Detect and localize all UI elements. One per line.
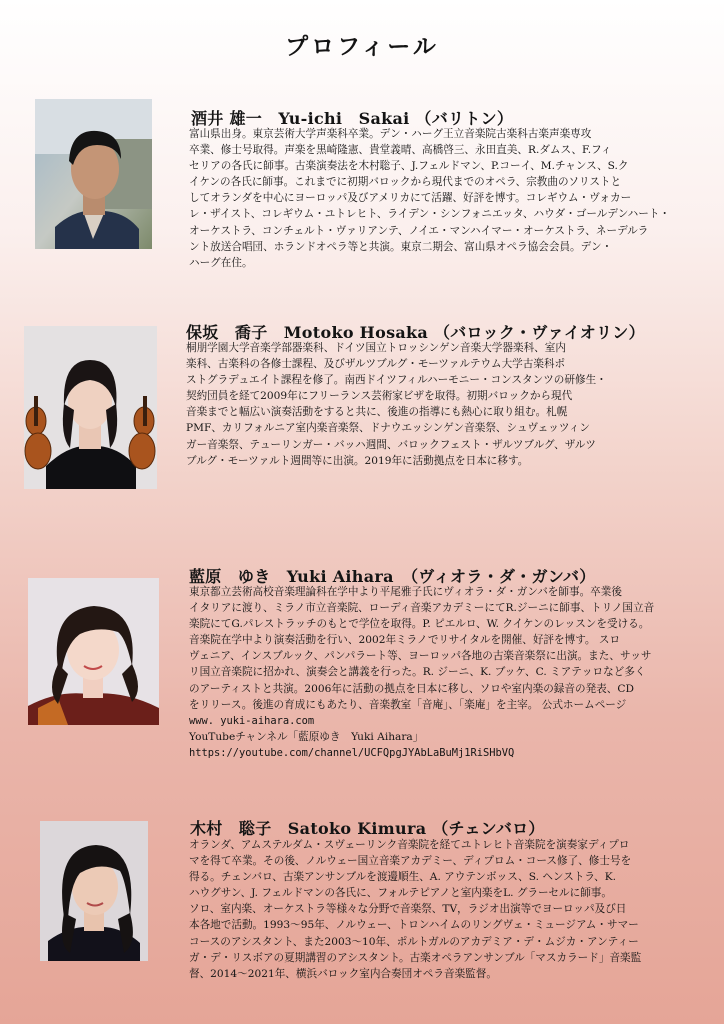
bio-line: マを得て卒業。その後、ノルウェー国立音楽アカデミー、ディプロム・コース修了、修士号を [189, 855, 632, 868]
bio-line: レ・ザイスト、コレギウム・ユトレヒト、ライデン・シンフォニエッタ、ハウダ・ゴールデンハート・ [189, 208, 671, 221]
bio-line: 桐朋学園大学音楽学部器楽科、ドイツ国立トロッシンゲン音楽大学器楽科、室内 [186, 342, 566, 354]
portrait-photo-kimura [40, 821, 148, 961]
bio-line: ガ・デ・リスボアの夏期講習のアシスタント。古楽オペラアンサンブル「マスカラード」音楽監 [189, 951, 642, 964]
performer-bio [189, 837, 641, 982]
performer-name: 藍原 ゆき Yuki Aihara （ヴィオラ・ダ・ガンバ） [189, 567, 596, 586]
bio-line: イタリアに渡り、ミラノ市立音楽院、ローディ音楽アカデミーにてR.ジーニに師事、トリノ国立音 [189, 602, 655, 615]
bio-line: ハーグ在住。 [189, 256, 253, 269]
website-url[interactable]: www. yuki-aihara.com [189, 714, 315, 727]
bio-line: 卒業、修士号取得。声楽を黒崎隆憲、貴堂義晴、高橋啓三、永田直美、R.ダムス、F.フィ [189, 144, 612, 157]
bio-line: ブルグ・モーツァルト週間等に出演。2019年に活動拠点を日本に移す。 [186, 454, 529, 467]
bio-line: 本各地で活動。1993～95年、ノルウェー、トロンハイムのリングヴェ・ミュージアム・サマー [189, 919, 639, 932]
performer-bio [186, 340, 607, 469]
bio-line: ント放送合唱団、ホランドオペラ等と共演。東京二期会、富山県オペラ協会会員。デン・ [189, 240, 613, 253]
bio-line: 楽科、古楽科の各修士課程、及びザルツブルグ・モーツァルテウム大学古楽科ポ [186, 358, 566, 371]
bio-line: ストグラデュエイト課程を修了。南西ドイツフィルハーモニー・コンスタンツの研修生・ [186, 374, 607, 387]
bio-line: ハウグサン、J. フェルドマンの各氏に、フォルテピアノと室内楽をL. グラーセルに師事。 [189, 887, 612, 900]
performer-name: 木村 聡子 Satoko Kimura （チェンバロ） [190, 819, 545, 838]
bio-line: してオランダを中心にヨーロッパ及びアメリカにて活躍、好評を博す。コレギウム・ヴォカー [189, 192, 632, 205]
bio-line: ソロ、室内楽、オーケストラ等様々な分野で音楽祭、TV，ラジオ出演等でヨーロッパ及び日 [189, 903, 627, 916]
bio-line: 音楽までと幅広い演奏活動をすると共に、後進の指導にも熱心に取り組む。札幌 [186, 406, 568, 419]
bio-line: のアーティストと共演。2006年に活動の拠点を日本に移し、ソロや室内楽の録音の発表、CD [189, 682, 634, 695]
bio-line: PMF、カリフォルニア室内楽音楽祭、ドナウエッシンゲン音楽祭、シュヴェッツィン [186, 422, 590, 435]
bio-line: セリアの各氏に師事。古楽演奏法を木村聡子、J.フェルドマン、P.コーイ、M.チャンス、S.ク [189, 160, 629, 173]
bio-line: リ国立音楽院に招かれ、演奏会と講義を行った。R. ジーニ、K. ブッケ、C. ミアテッロなど多く [189, 666, 646, 679]
bio-line: オーケストラ、コンチェルト・ヴァリアンテ、ノイエ・マンハイマー・オーケストラ、ネーデルラ [189, 224, 649, 237]
bio-line: コースのアシスタント、また2003～10年、ポルトガルのアカデミア・デ・ムジカ・アンティー [189, 935, 639, 948]
portrait-photo-hosaka [24, 326, 157, 489]
page-title: プロフィール [285, 34, 439, 60]
performer-name: 保坂 喬子 Motoko Hosaka （バロック・ヴァイオリン） [186, 323, 645, 342]
portrait-photo-aihara [28, 578, 159, 725]
bio-line: オランダ、アムステルダム・スヴェーリンク音楽院を経てユトレヒト音楽院を演奏家ディプロ [189, 839, 630, 851]
bio-line: をリリース。後進の育成にもあたり、音楽教室「音庵」、「楽庵」を主宰。 公式ホームページ [189, 698, 627, 711]
bio-line: イケンの各氏に師事。これまでに初期バロックから現代までのオペラ、宗教曲のソリストと [189, 176, 622, 189]
bio-line: 督、2014～2021年、横浜バロック室内合奏団オペラ音楽監督。 [189, 967, 497, 980]
youtube-channel-url[interactable]: https://youtube.com/channel/UCFQpgJYAbLaBuMj1RiSHbVQ [189, 746, 515, 759]
performer-name: 酒井 雄一 Yu-ichi Sakai （バリトン） [191, 109, 514, 128]
youtube-channel-label: YouTubeチャンネル「藍原ゆき Yuki Aihara」 [189, 730, 424, 743]
portrait-photo-sakai [35, 99, 152, 249]
bio-line: 音楽院在学中より演奏活動を行い、2002年ミラノでリサイタルを開催、好評を博す。 スロ [189, 634, 621, 647]
performer-bio [189, 126, 670, 271]
bio-line: 富山県出身。東京芸術大学声楽科卒業。デン・ハーグ王立音楽院古楽科古楽声楽専攻 [189, 128, 592, 140]
performer-bio [189, 584, 654, 761]
bio-line: 得る。チェンバロ、古楽アンサンブルを渡邊順生、A. アウテンボッス、S. ヘンストラ、K. [189, 871, 617, 884]
bio-line: 契約団員を経て2009年にフリーランス芸術家ビザを取得。初期バロックから現代 [186, 390, 573, 403]
bio-line: 東京都立芸術高校音楽理論科在学中より平尾雅子氏にヴィオラ・ダ・ガンバを師事。卒業後 [189, 586, 622, 598]
bio-line: ヴェニア、インスブルック、パンパラート等、ヨーロッパ各地の古楽音楽祭に出演。また、サッサ [189, 650, 652, 663]
bio-line: ガー音楽祭、テューリンガー・バッハ週間、バロックフェスト・ザルツブルグ、ザルツ [186, 438, 596, 451]
bio-line: 楽院にてG.パレストラッチのもとで学位を取得。P. ピエルロ、W. クイケンのレッスンを受ける。 [189, 618, 650, 631]
